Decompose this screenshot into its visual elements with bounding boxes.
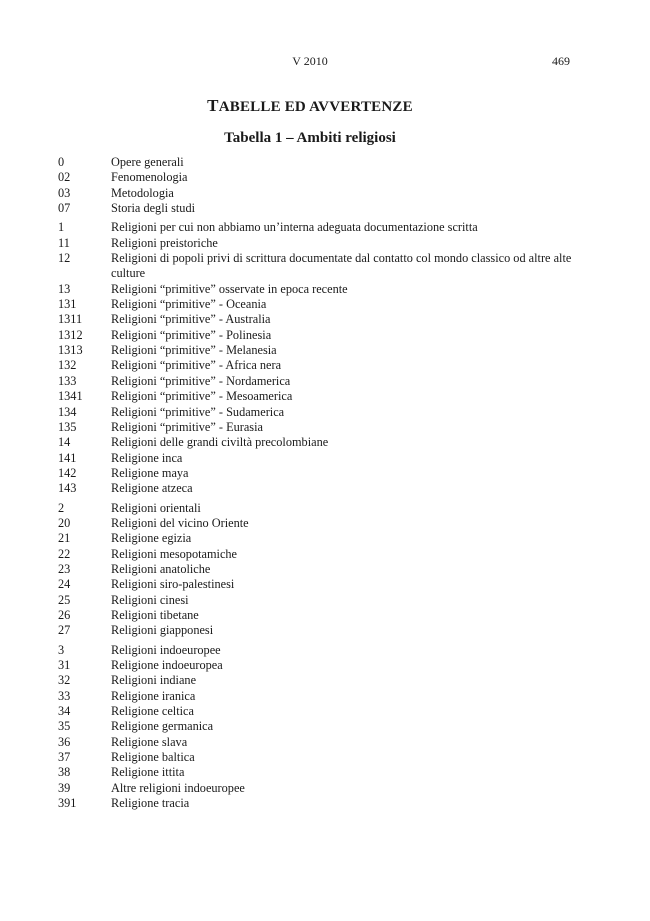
item-label: Religione indoeuropea [111, 658, 223, 672]
section-title-initial: T [207, 96, 219, 115]
list-item [58, 781, 578, 796]
list-item [58, 689, 578, 704]
item-code: 33 [58, 688, 71, 703]
item-code: 1341 [58, 389, 83, 404]
list-item [58, 451, 578, 466]
item-code: 26 [58, 607, 71, 622]
item-code: 07 [58, 201, 71, 216]
item-label: Religione egizia [111, 531, 192, 546]
item-code: 1 [58, 220, 65, 235]
item-label: Religione baltica [111, 750, 195, 765]
list-item [58, 282, 578, 297]
list-item [58, 735, 578, 750]
list-item [58, 547, 578, 562]
classification-list [58, 155, 578, 815]
item-code: 21 [58, 531, 71, 546]
item-label: Religione tracia [111, 796, 190, 811]
list-item [58, 297, 578, 312]
item-label: Religione inca [111, 450, 183, 465]
list-item [58, 719, 578, 734]
list-item [58, 186, 578, 201]
item-code: 38 [58, 765, 71, 780]
list-item [58, 704, 578, 719]
section-title [0, 96, 620, 116]
list-item [58, 531, 578, 546]
list-group [58, 643, 578, 812]
list-item [58, 420, 578, 435]
item-label: Metodologia [111, 185, 174, 200]
item-code: 141 [58, 450, 77, 465]
item-code: 39 [58, 780, 71, 795]
item-code: 37 [58, 750, 71, 765]
list-item [58, 405, 578, 420]
list-item [58, 577, 578, 592]
item-label: Fenomenologia [111, 170, 188, 185]
item-code: 02 [58, 170, 71, 185]
list-item [58, 673, 578, 688]
item-code: 14 [58, 435, 71, 450]
list-item [58, 501, 578, 516]
item-code: 143 [58, 481, 77, 496]
item-code: 1311 [58, 312, 83, 327]
item-label: Religioni “primitive” - Sudamerica [111, 404, 285, 419]
item-code: 27 [58, 623, 71, 638]
item-code: 391 [58, 796, 77, 811]
table-title: Tabella 1 – Ambiti religiosi [224, 130, 396, 146]
item-code: 22 [58, 546, 71, 561]
item-code: 133 [58, 373, 77, 388]
list-item [58, 623, 578, 638]
item-code: 25 [58, 592, 71, 607]
item-label: Religione atzeca [111, 481, 193, 496]
item-code: 35 [58, 719, 71, 734]
item-label: Religione ittita [111, 765, 185, 780]
item-label: Religioni “primitive” - Oceania [111, 297, 267, 312]
item-code: 24 [58, 577, 71, 592]
item-label: Religioni tibetane [111, 607, 199, 622]
item-code: 34 [58, 704, 71, 719]
item-code: 1312 [58, 327, 83, 342]
item-label: Altre religioni indoeuropee [111, 780, 245, 795]
item-code: 11 [58, 235, 70, 250]
list-item [58, 389, 578, 404]
item-code: 131 [58, 297, 77, 312]
item-label: Religioni indoeuropee [111, 642, 221, 657]
list-item [58, 435, 578, 450]
item-code: 1313 [58, 343, 83, 358]
item-code: 20 [58, 515, 71, 530]
item-label: Religioni “primitive” - Mesoamerica [111, 389, 293, 404]
item-label: Religioni preistoriche [111, 235, 218, 250]
item-label: Storia degli studi [111, 201, 196, 216]
list-item [58, 481, 578, 496]
item-label: Religioni “primitive” - Polinesia [111, 327, 272, 342]
list-group [58, 155, 578, 216]
item-label: Religioni “primitive” osservate in epoca recente [111, 281, 348, 296]
item-label: Religioni “primitive” - Eurasia [111, 419, 263, 434]
running-header [0, 54, 650, 70]
list-item [58, 343, 578, 358]
list-item [58, 750, 578, 765]
list-item [58, 562, 578, 577]
item-code: 36 [58, 734, 71, 749]
list-item [58, 328, 578, 343]
item-code: 32 [58, 673, 71, 688]
list-item [58, 155, 578, 170]
item-label: Religione maya [111, 465, 189, 480]
item-label: Religioni “primitive” - Africa nera [111, 358, 282, 373]
item-label: Religioni anatoliche [111, 561, 211, 576]
item-label: Religioni mesopotamiche [111, 546, 238, 561]
item-label: Religione celtica [111, 704, 194, 719]
item-label: Religioni del vicino Oriente [111, 515, 249, 530]
item-label: Religioni indiane [111, 673, 197, 688]
item-code: 03 [58, 185, 71, 200]
list-item [58, 251, 578, 282]
list-item [58, 593, 578, 608]
list-item [58, 220, 578, 235]
page-number: 469 [552, 54, 570, 68]
item-label: Religioni “primitive” - Nordamerica [111, 373, 291, 388]
item-code: 23 [58, 561, 71, 576]
item-label: Religioni giapponesi [111, 623, 214, 638]
list-group [58, 220, 578, 496]
item-label: Religione iranica [111, 688, 196, 703]
item-label: Religione germanica [111, 719, 214, 734]
list-item [58, 643, 578, 658]
item-label: Religioni per cui non abbiamo un’interna adeguata documentazione scritta [111, 220, 478, 235]
list-item [58, 170, 578, 185]
item-label: Religioni di popoli privi di scrittura documentate dal contatto col mondo classico od altre alte culture [111, 251, 572, 281]
item-code: 142 [58, 465, 77, 480]
list-item [58, 201, 578, 216]
item-label: Religioni siro-palestinesi [111, 577, 235, 592]
list-item [58, 796, 578, 811]
item-code: 132 [58, 358, 77, 373]
item-label: Religioni “primitive” - Melanesia [111, 343, 277, 358]
list-item [58, 608, 578, 623]
item-code: 2 [58, 500, 65, 515]
item-label: Religioni cinesi [111, 592, 189, 607]
list-item [58, 374, 578, 389]
item-label: Religioni “primitive” - Australia [111, 312, 271, 327]
list-item [58, 466, 578, 481]
list-item [58, 236, 578, 251]
item-code: 134 [58, 404, 77, 419]
item-code: 3 [58, 642, 65, 657]
item-label: Opere generali [111, 155, 184, 169]
item-code: 13 [58, 281, 71, 296]
list-item [58, 516, 578, 531]
item-code: 135 [58, 419, 77, 434]
list-item [58, 358, 578, 373]
item-label: Religioni delle grandi civiltà precolombiane [111, 435, 329, 450]
section-title-rest: ABELLE ED AVVERTENZE [218, 99, 413, 115]
item-code: 31 [58, 658, 71, 672]
list-item [58, 312, 578, 327]
list-item [58, 765, 578, 780]
item-label: Religione slava [111, 734, 188, 749]
header-volume-year: V 2010 [292, 54, 328, 68]
item-code: 0 [58, 155, 65, 169]
item-label: Religioni orientali [111, 500, 201, 515]
item-code: 12 [58, 251, 71, 266]
list-item [58, 658, 578, 673]
list-group [58, 501, 578, 639]
